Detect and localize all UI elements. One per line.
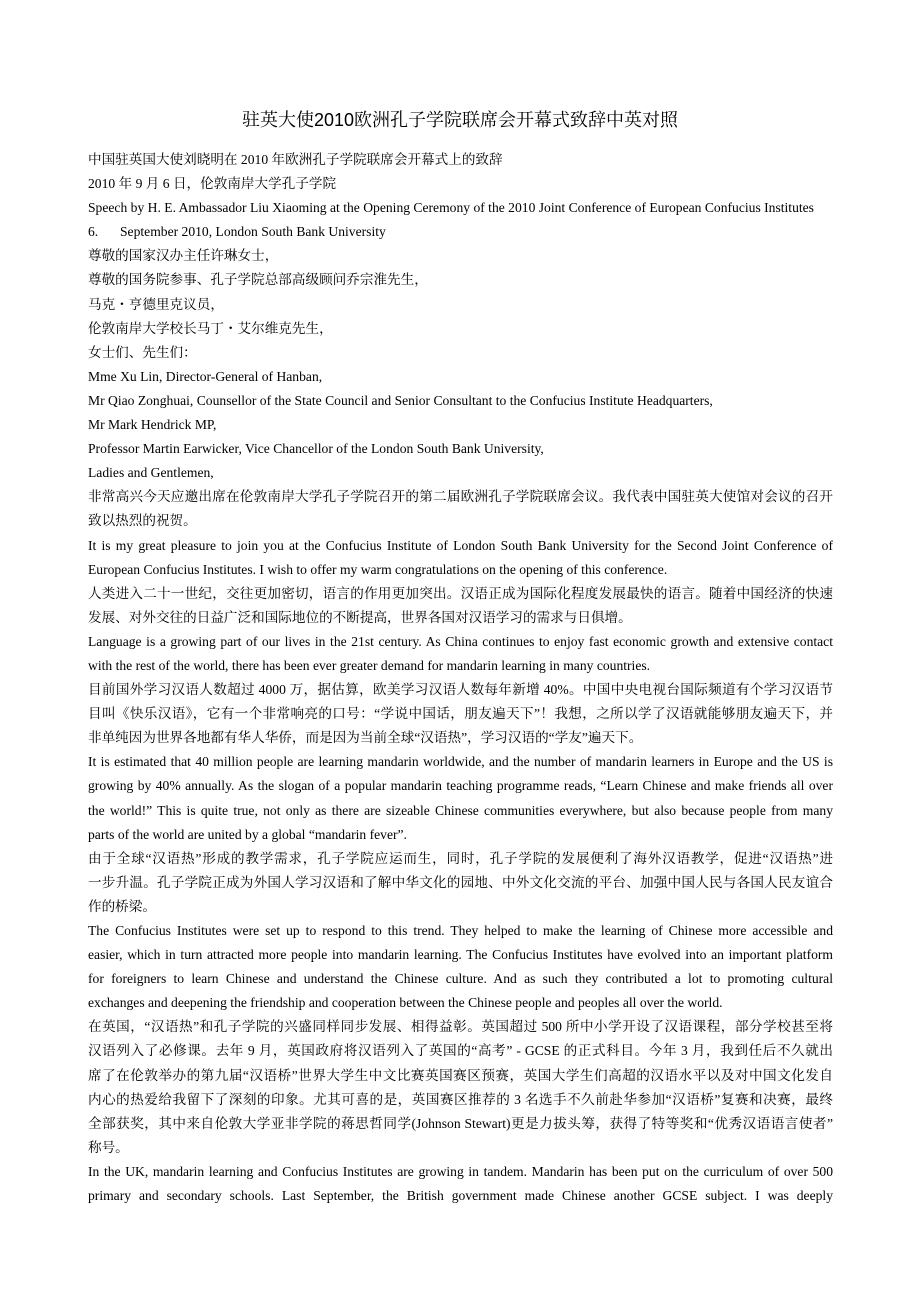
paragraph bbox=[88, 919, 833, 1015]
line-text: growing by 40% annually. As the slogan of a popular mandarin teaching programme reads, “Learn Chinese and make friends all over bbox=[88, 778, 833, 794]
text-line bbox=[88, 991, 833, 1015]
document-title: 驻英大使2010欧洲孔子学院联席会开幕式致辞中英对照 bbox=[241, 110, 679, 130]
line-text: 致以热烈的祝贺。 bbox=[88, 513, 197, 529]
text-line bbox=[88, 630, 833, 654]
line-text: European Confucius Institutes. I wish to offer my warm congratulations on the opening of this conference. bbox=[88, 561, 668, 577]
line-text: easier, which in turn attracted more people into mandarin learning. The Confucius Institutes have evolved into an important platform bbox=[88, 947, 833, 963]
line-text: Speech by H. E. Ambassador Liu Xiaoming at the Opening Ceremony of the 2010 Joint Conference of European Confucius Institutes bbox=[88, 200, 814, 216]
text-line bbox=[88, 847, 833, 871]
paragraph bbox=[88, 244, 833, 268]
text-line bbox=[88, 268, 833, 292]
text-line bbox=[88, 678, 833, 702]
text-line bbox=[88, 317, 833, 341]
text-line bbox=[88, 823, 833, 847]
text-line bbox=[88, 437, 833, 461]
text-line bbox=[88, 726, 833, 750]
paragraph bbox=[88, 317, 833, 341]
text-line bbox=[88, 509, 833, 533]
line-text: 人类进入二十一世纪，交往更加密切，语言的作用更加突出。汉语正成为国际化程度发展最快的语言。随着中国经济的快速 bbox=[88, 585, 833, 601]
line-text: It is my great pleasure to join you at the Confucius Institute of London South Bank University for the Second Joint Conference of bbox=[88, 537, 833, 553]
text-line bbox=[88, 1088, 833, 1112]
text-line bbox=[88, 341, 833, 365]
paragraph bbox=[88, 293, 833, 317]
text-line bbox=[88, 485, 833, 509]
paragraph bbox=[88, 847, 833, 919]
paragraph bbox=[88, 148, 833, 172]
line-text: Mme Xu Lin, Director-General of Hanban, bbox=[88, 368, 323, 384]
text-line bbox=[88, 293, 833, 317]
line-text: Language is a growing part of our lives in the 21st century. As China continues to enjoy fast economic growth and extensive contact bbox=[88, 633, 833, 649]
text-line bbox=[88, 606, 833, 630]
line-text: 伦敦南岸大学校长马丁・艾尔维克先生， bbox=[88, 320, 333, 336]
text-line bbox=[88, 919, 833, 943]
line-text: 中国驻英国大使刘晓明在 2010 年欧洲孔子学院联席会开幕式上的致辞 bbox=[88, 152, 503, 167]
text-line bbox=[88, 1160, 833, 1184]
text-line bbox=[88, 172, 833, 196]
line-text: 全部获奖，其中来自伦敦大学亚非学院的蒋思哲同学(Johnson Stewart)更是力拔头筹，获得了特等奖和“优秀汉语语言使者” bbox=[88, 1115, 833, 1131]
text-line bbox=[88, 774, 833, 798]
text-line bbox=[88, 413, 833, 437]
text-line bbox=[88, 558, 833, 582]
text-line bbox=[88, 943, 833, 967]
line-text: exchanges and deepening the friendship and cooperation between the Chinese people and peoples all over the world. bbox=[88, 995, 723, 1011]
paragraph bbox=[88, 1160, 833, 1208]
paragraph bbox=[88, 630, 833, 678]
line-text: the world!” This is quite true, not only as there are sizeable Chinese communities everywhere, but also because people from many bbox=[88, 802, 833, 818]
line-text: 2010 年 9 月 6 日，伦敦南岸大学孔子学院 bbox=[88, 176, 337, 192]
paragraph bbox=[88, 1015, 833, 1160]
text-line bbox=[88, 702, 833, 726]
text-line bbox=[88, 534, 833, 558]
line-text: 非常高兴今天应邀出席在伦敦南岸大学孔子学院召开的第二届欧洲孔子学院联席会议。我代表中国驻英大使馆对会议的召开 bbox=[88, 489, 833, 505]
line-text: Ladies and Gentlemen, bbox=[88, 465, 214, 481]
line-text: 汉语列入了必修课。去年 9 月，英国政府将汉语列入了英国的“高考” - GCSE 的正式科目。今年 3 月，我到任后不久就出 bbox=[88, 1043, 833, 1059]
paragraph bbox=[88, 485, 833, 533]
paragraph bbox=[88, 220, 833, 244]
line-text: 内心的热爱给我留下了深刻的印象。尤其可喜的是，英国赛区推荐的 3 名选手不久前赴华参加“汉语桥”复赛和决赛，最终 bbox=[88, 1091, 833, 1107]
text-line bbox=[88, 461, 833, 485]
line-text: 席了在伦敦举办的第九届“汉语桥”世界大学生中文比赛英国赛区预赛，英国大学生们高超的汉语水平以及对中国文化发自 bbox=[88, 1067, 833, 1083]
text-line bbox=[88, 654, 833, 678]
text-line bbox=[88, 1039, 833, 1063]
text-line bbox=[88, 1136, 833, 1160]
paragraph bbox=[88, 365, 833, 389]
paragraph bbox=[88, 678, 833, 750]
line-text: 由于全球“汉语热”形成的教学需求，孔子学院应运而生，同时，孔子学院的发展便利了海外汉语教学，促进“汉语热”进 bbox=[88, 850, 833, 866]
line-text: The Confucius Institutes were set up to respond to this trend. They helped to make the learning of Chinese more accessible and bbox=[88, 923, 833, 938]
line-text: primary and secondary schools. Last September, the British government made Chinese another GCSE subject. I was deeply bbox=[88, 1188, 833, 1204]
paragraph bbox=[88, 461, 833, 485]
line-text: 马克・亨德里克议员， bbox=[88, 296, 224, 312]
line-text: 一步升温。孔子学院正成为外国人学习汉语和了解中华文化的园地、中外文化交流的平台、加强中国人民与各国人民友谊合 bbox=[88, 874, 833, 890]
paragraph bbox=[88, 534, 833, 582]
paragraph bbox=[88, 196, 833, 220]
line-text: Mr Qiao Zonghuai, Counsellor of the State Council and Senior Consultant to the Confucius Institute Headquarters, bbox=[88, 392, 713, 408]
paragraph bbox=[88, 389, 833, 413]
line-text: 尊敬的国务院参事、孔子学院总部高级顾问乔宗淮先生， bbox=[88, 272, 428, 288]
line-text: 称号。 bbox=[88, 1139, 129, 1155]
line-text: 发展、对外交往的日益广泛和国际地位的不断提高，世界各国对汉语学习的需求与日俱增。 bbox=[88, 609, 632, 625]
text-line bbox=[88, 148, 833, 172]
text-line bbox=[88, 582, 833, 606]
line-text: 目前国外学习汉语人数超过 4000 万，据估算，欧美学习汉语人数每年新增 40%。中国中央电视台国际频道有个学习汉语节 bbox=[88, 682, 833, 698]
paragraph bbox=[88, 750, 833, 846]
paragraph bbox=[88, 341, 833, 365]
text-line bbox=[88, 895, 833, 919]
line-text: It is estimated that 40 million people are learning mandarin worldwide, and the number of mandarin learners in Europe and the US is bbox=[88, 754, 833, 770]
text-line bbox=[88, 220, 833, 244]
text-line bbox=[88, 1015, 833, 1039]
text-line bbox=[88, 750, 833, 774]
text-line bbox=[88, 365, 833, 389]
paragraph bbox=[88, 582, 833, 630]
text-line bbox=[88, 244, 833, 268]
line-text: 非单纯因为世界各地都有华人华侨，而是因为当前全球“汉语热”，学习汉语的“学友”遍天下。 bbox=[88, 730, 643, 746]
paragraph bbox=[88, 172, 833, 196]
text-line bbox=[88, 1112, 833, 1136]
text-line bbox=[88, 196, 833, 220]
line-text: with the rest of the world, there has been ever greater demand for mandarin learning in many countries. bbox=[88, 657, 651, 673]
line-text: parts of the world are united by a global “mandarin fever”. bbox=[88, 826, 407, 842]
list-number: 6. bbox=[88, 224, 99, 240]
line-text: 在英国，“汉语热”和孔子学院的兴盛同样同步发展、相得益彰。英国超过 500 所中小学开设了汉语课程，部分学校甚至将 bbox=[88, 1019, 833, 1035]
text-line bbox=[88, 1064, 833, 1088]
text-line bbox=[88, 967, 833, 991]
paragraph bbox=[88, 268, 833, 292]
text-line bbox=[88, 1184, 833, 1208]
line-text: 作的桥梁。 bbox=[88, 898, 156, 914]
line-text: 尊敬的国家汉办主任许琳女士， bbox=[88, 248, 279, 264]
text-line bbox=[88, 799, 833, 823]
text-line bbox=[88, 389, 833, 413]
line-text: Mr Mark Hendrick MP, bbox=[88, 417, 217, 433]
paragraph bbox=[88, 437, 833, 461]
document-body bbox=[88, 148, 833, 1208]
line-text: Professor Martin Earwicker, Vice Chancellor of the London South Bank University, bbox=[88, 441, 544, 457]
line-text: In the UK, mandarin learning and Confucius Institutes are growing in tandem. Mandarin has been put on the curriculum of over 500 bbox=[88, 1163, 833, 1179]
line-text: for foreigners to learn Chinese and understand the Chinese culture. And as such they contributed a lot to promoting cultural bbox=[88, 971, 833, 987]
line-text: 女士们、先生们： bbox=[88, 344, 197, 360]
paragraph bbox=[88, 413, 833, 437]
line-text: 目叫《快乐汉语》，它有一个非常响亮的口号：“学说中国话，朋友遍天下”！我想，之所以学了汉语就能够朋友遍天下，并 bbox=[88, 706, 833, 722]
text-line bbox=[88, 871, 833, 895]
line-text: September 2010, London South Bank University bbox=[120, 224, 386, 240]
